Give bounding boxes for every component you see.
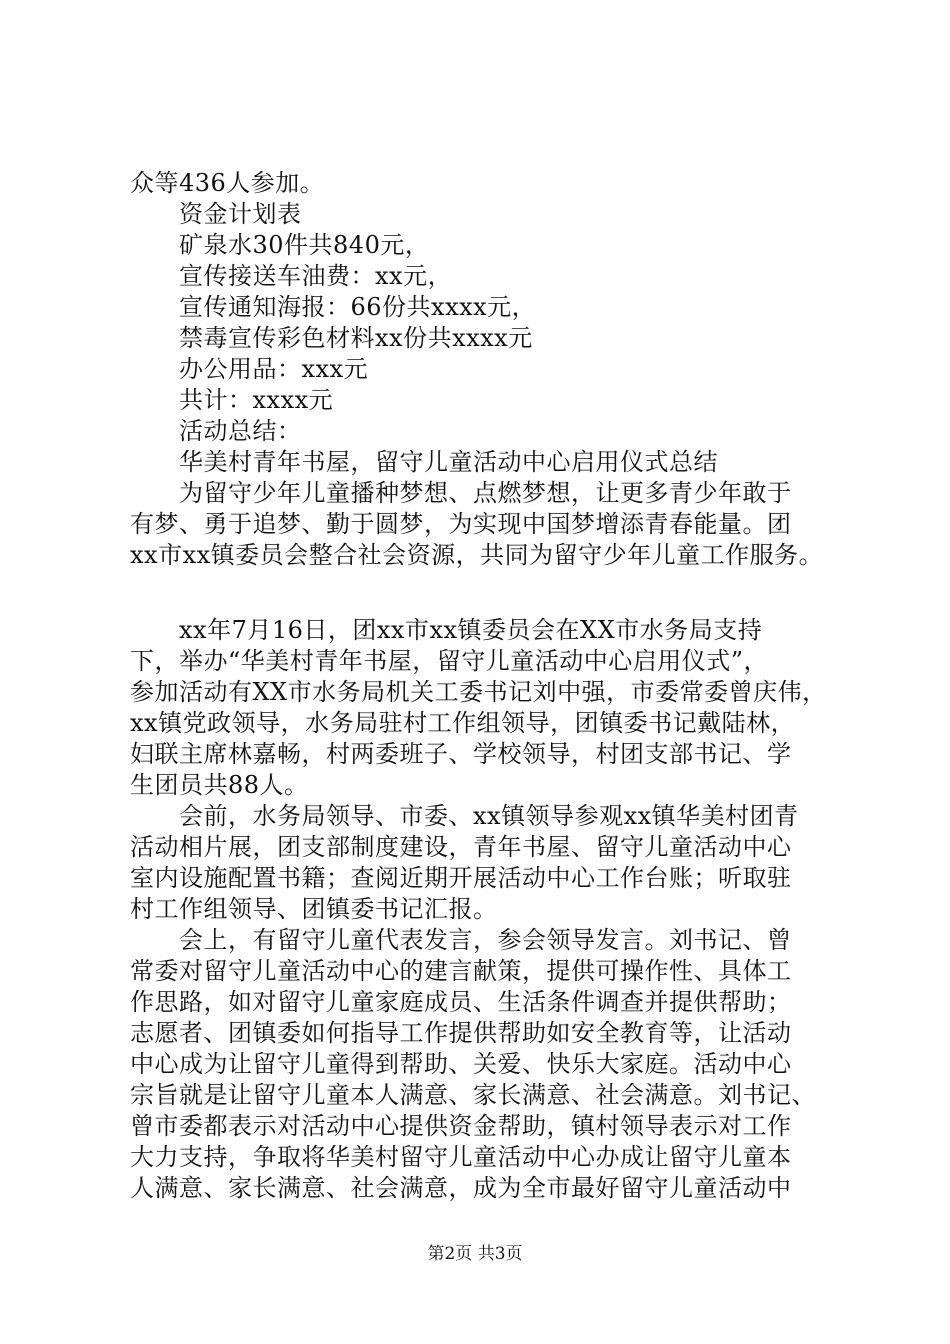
text-line: 中心成为让留守儿童得到帮助、关爱、快乐大家庭。活动中心 [130,1050,792,1078]
summary-title: 华美村青年书屋，留守儿童活动中心启用仪式总结 [179,448,718,476]
text-line: 参加活动有XX市水务局机关工委书记刘中强，市委常委曾庆伟， [130,678,827,706]
text-line: 禁毒宣传彩色材料xx份共xxxx元 [179,324,533,352]
document-body [130,168,850,1204]
text-line: 众等436人参加。 [130,169,325,197]
text-line: 为留守少年儿童播种梦想、点燃梦想，让更多青少年敢于 [179,479,792,507]
text-line: 宣传接送车油费：xx元， [179,262,453,290]
text-line: 资金计划表 [179,200,302,228]
text-line: 常委对留守儿童活动中心的建言献策，提供可操作性、具体工 [130,957,792,985]
page-footer: 第2页 共3页 [427,1244,523,1264]
text-line: 妇联主席林嘉畅，村两委班子、学校领导，村团支部书记、学 [130,740,792,768]
text-line: xx年7月16日，团xx市xx镇委员会在XX市水务局支持 [179,616,763,644]
text-line: 曾市委都表示对活动中心提供资金帮助，镇村领导表示对工作 [130,1112,792,1140]
text-line: 志愿者、团镇委如何指导工作提供帮助如安全教育等，让活动 [130,1019,792,1047]
text-line: xx市xx镇委员会整合社会资源，共同为留守少年儿童工作服务。 [130,541,824,569]
text-line: 有梦、勇于追梦、勤于圆梦，为实现中国梦增添青春能量。团 [130,510,792,538]
text-line: 共计：xxxx元 [179,386,334,414]
text-line: 矿泉水30件共840元， [179,231,430,259]
text-line: 村工作组领导、团镇委书记汇报。 [130,895,498,923]
text-line: 室内设施配置书籍；查阅近期开展活动中心工作台账；听取驻 [130,864,792,892]
text-line: 生团员共88人。 [130,771,309,799]
text-line: 大力支持，争取将华美村留守儿童活动中心办成让留守儿童本 [130,1143,792,1171]
text-line: 宣传通知海报：66份共xxxx元， [179,293,537,321]
text-line: xx镇党政领导，水务局驻村工作组领导，团镇委书记戴陆林， [130,709,796,737]
text-line: 下，举办“华美村青年书屋，留守儿童活动中心启用仪式”， [130,647,769,675]
paragraph-gap [130,571,850,615]
text-line: 人满意、家长满意、社会满意，成为全市最好留守儿童活动中 [130,1174,792,1202]
text-line: 作思路，如对留守儿童家庭成员、生活条件调查并提供帮助； [130,988,792,1016]
text-line: 办公用品：xxx元 [179,355,369,383]
text-line: 会前，水务局领导、市委、xx镇领导参观xx镇华美村团青 [179,802,799,830]
text-line: 宗旨就是让留守儿童本人满意、家长满意、社会满意。刘书记、 [130,1081,816,1109]
section-heading: 活动总结： [179,417,302,445]
text-line: 会上，有留守儿童代表发言，参会领导发言。刘书记、曾 [179,926,792,954]
text-line: 活动相片展，团支部制度建设，青年书屋、留守儿童活动中心 [130,833,792,861]
